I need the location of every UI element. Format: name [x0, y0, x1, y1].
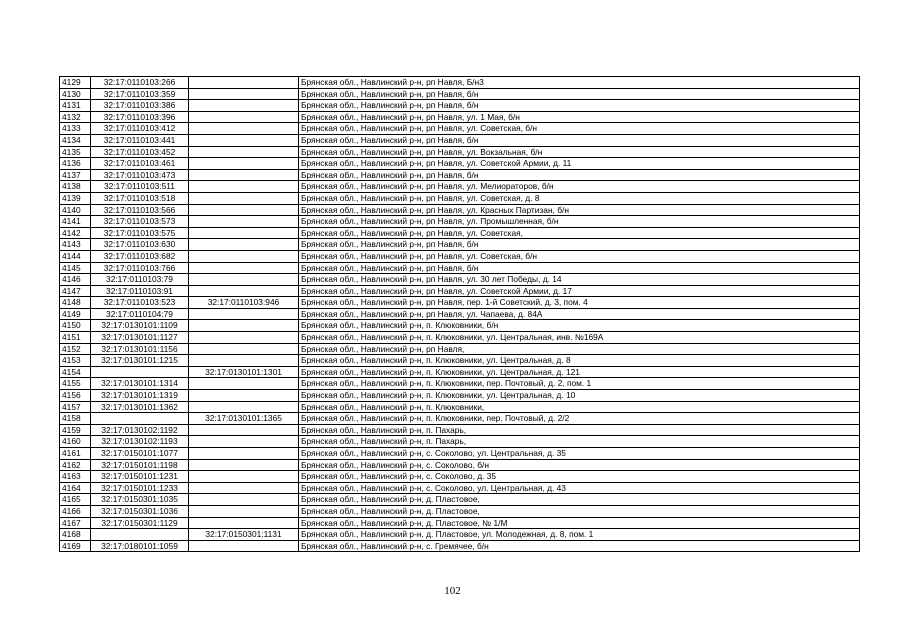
registry-table-body: [60, 77, 860, 552]
table-row: [60, 274, 860, 286]
row-number-cell: 4164: [60, 482, 91, 494]
row-number-cell: 4159: [60, 424, 91, 436]
table-row: [60, 111, 860, 123]
address-cell: Брянская обл., Навлинский р-н, п. Клюковники, пер. Почтовый, д. 2/2: [299, 413, 860, 425]
table-row: [60, 227, 860, 239]
table-row: [60, 355, 860, 367]
previous-cadastral-number-cell: [189, 540, 299, 552]
table-row: [60, 308, 860, 320]
row-number-cell: 4165: [60, 494, 91, 506]
previous-cadastral-number-cell: [189, 134, 299, 146]
row-number-cell: 4145: [60, 262, 91, 274]
address-cell: Брянская обл., Навлинский р-н, рп Навля, б/н: [299, 239, 860, 251]
previous-cadastral-number-cell: [189, 239, 299, 251]
table-row: [60, 88, 860, 100]
row-number-cell: 4153: [60, 355, 91, 367]
table-row: [60, 494, 860, 506]
address-cell: Брянская обл., Навлинский р-н, с. Соколово, б/н: [299, 459, 860, 471]
previous-cadastral-number-cell: [189, 169, 299, 181]
cadastral-number-cell: 32:17:0150301:1035: [91, 494, 189, 506]
table-row: [60, 239, 860, 251]
table-row: [60, 250, 860, 262]
cadastral-number-cell: 32:17:0110103:79: [91, 274, 189, 286]
table-row: [60, 320, 860, 332]
previous-cadastral-number-cell: [189, 123, 299, 135]
row-number-cell: 4156: [60, 390, 91, 402]
previous-cadastral-number-cell: [189, 158, 299, 170]
address-cell: Брянская обл., Навлинский р-н, д. Пластовое,: [299, 494, 860, 506]
cadastral-number-cell: 32:17:0110103:386: [91, 100, 189, 112]
cadastral-number-cell: 32:17:0110103:682: [91, 250, 189, 262]
cadastral-number-cell: 32:17:0150301:1036: [91, 505, 189, 517]
table-row: [60, 482, 860, 494]
cadastral-number-cell: 32:17:0130101:1215: [91, 355, 189, 367]
cadastral-number-cell: 32:17:0150101:1198: [91, 459, 189, 471]
cadastral-number-cell: [91, 529, 189, 541]
address-cell: Брянская обл., Навлинский р-н, рп Навля,: [299, 343, 860, 355]
address-cell: Брянская обл., Навлинский р-н, п. Клюковники, ул. Центральная, д. 8: [299, 355, 860, 367]
cadastral-number-cell: 32:17:0110103:452: [91, 146, 189, 158]
address-cell: Брянская обл., Навлинский р-н, рп Навля, ул. Советская, б/н: [299, 123, 860, 135]
cadastral-number-cell: [91, 413, 189, 425]
previous-cadastral-number-cell: [189, 285, 299, 297]
previous-cadastral-number-cell: [189, 505, 299, 517]
table-row: [60, 378, 860, 390]
row-number-cell: 4142: [60, 227, 91, 239]
address-cell: Брянская обл., Навлинский р-н, п. Клюковники, ул. Центральная, д. 10: [299, 390, 860, 402]
cadastral-number-cell: 32:17:0110103:573: [91, 216, 189, 228]
row-number-cell: 4169: [60, 540, 91, 552]
table-row: [60, 100, 860, 112]
address-cell: Брянская обл., Навлинский р-н, рп Навля, пер. 1-й Советский, д. 3, пом. 4: [299, 297, 860, 309]
previous-cadastral-number-cell: 32:17:0110103:946: [189, 297, 299, 309]
address-cell: Брянская обл., Навлинский р-н, п. Клюковники, ул. Центральная, д. 121: [299, 366, 860, 378]
table-row: [60, 436, 860, 448]
cadastral-number-cell: 32:17:0150101:1077: [91, 448, 189, 460]
table-row: [60, 505, 860, 517]
previous-cadastral-number-cell: [189, 378, 299, 390]
previous-cadastral-number-cell: [189, 262, 299, 274]
address-cell: Брянская обл., Навлинский р-н, рп Навля, ул. 1 Мая, б/н: [299, 111, 860, 123]
row-number-cell: 4132: [60, 111, 91, 123]
row-number-cell: 4168: [60, 529, 91, 541]
table-row: [60, 540, 860, 552]
address-cell: Брянская обл., Навлинский р-н, п. Пахарь,: [299, 436, 860, 448]
cadastral-number-cell: 32:17:0110103:473: [91, 169, 189, 181]
previous-cadastral-number-cell: 32:17:0130101:1365: [189, 413, 299, 425]
address-cell: Брянская обл., Навлинский р-н, рп Навля, ул. Красных Партизан, б/н: [299, 204, 860, 216]
row-number-cell: 4138: [60, 181, 91, 193]
row-number-cell: 4131: [60, 100, 91, 112]
cadastral-number-cell: 32:17:0130101:1319: [91, 390, 189, 402]
cadastral-number-cell: 32:17:0130102:1192: [91, 424, 189, 436]
address-cell: Брянская обл., Навлинский р-н, рп Навля, б/н: [299, 262, 860, 274]
cadastral-number-cell: 32:17:0130101:1127: [91, 332, 189, 344]
address-cell: Брянская обл., Навлинский р-н, п. Пахарь,: [299, 424, 860, 436]
cadastral-number-cell: 32:17:0110103:630: [91, 239, 189, 251]
address-cell: Брянская обл., Навлинский р-н, д. Пластовое, № 1/М: [299, 517, 860, 529]
cadastral-number-cell: 32:17:0150301:1129: [91, 517, 189, 529]
row-number-cell: 4133: [60, 123, 91, 135]
previous-cadastral-number-cell: [189, 216, 299, 228]
row-number-cell: 4130: [60, 88, 91, 100]
address-cell: Брянская обл., Навлинский р-н, п. Клюковники, ул. Центральная, инв. №169А: [299, 332, 860, 344]
previous-cadastral-number-cell: [189, 471, 299, 483]
address-cell: Брянская обл., Навлинский р-н, д. Пластовое,: [299, 505, 860, 517]
previous-cadastral-number-cell: 32:17:0130101:1301: [189, 366, 299, 378]
previous-cadastral-number-cell: [189, 192, 299, 204]
address-cell: Брянская обл., Навлинский р-н, рп Навля, б/н: [299, 88, 860, 100]
previous-cadastral-number-cell: [189, 100, 299, 112]
address-cell: Брянская обл., Навлинский р-н, рп Навля, ул. Советская,: [299, 227, 860, 239]
table-row: [60, 459, 860, 471]
cadastral-number-cell: 32:17:0110103:511: [91, 181, 189, 193]
row-number-cell: 4140: [60, 204, 91, 216]
table-row: [60, 390, 860, 402]
address-cell: Брянская обл., Навлинский р-н, рп Навля, ул. Советской Армии, д. 17: [299, 285, 860, 297]
cadastral-number-cell: 32:17:0110103:766: [91, 262, 189, 274]
table-row: [60, 262, 860, 274]
row-number-cell: 4163: [60, 471, 91, 483]
previous-cadastral-number-cell: [189, 332, 299, 344]
previous-cadastral-number-cell: [189, 320, 299, 332]
previous-cadastral-number-cell: [189, 204, 299, 216]
address-cell: Брянская обл., Навлинский р-н, рп Навля, ул. Вокзальная, б/н: [299, 146, 860, 158]
row-number-cell: 4139: [60, 192, 91, 204]
row-number-cell: 4135: [60, 146, 91, 158]
cadastral-number-cell: [91, 366, 189, 378]
previous-cadastral-number-cell: [189, 459, 299, 471]
table-row: [60, 169, 860, 181]
cadastral-number-cell: 32:17:0110103:359: [91, 88, 189, 100]
cadastral-number-cell: 32:17:0110103:396: [91, 111, 189, 123]
previous-cadastral-number-cell: [189, 355, 299, 367]
table-row: [60, 123, 860, 135]
previous-cadastral-number-cell: [189, 181, 299, 193]
row-number-cell: 4149: [60, 308, 91, 320]
row-number-cell: 4141: [60, 216, 91, 228]
address-cell: Брянская обл., Навлинский р-н, п. Клюковники, б/н: [299, 320, 860, 332]
table-row: [60, 448, 860, 460]
row-number-cell: 4137: [60, 169, 91, 181]
previous-cadastral-number-cell: [189, 517, 299, 529]
address-cell: Брянская обл., Навлинский р-н, рп Навля, б/н: [299, 169, 860, 181]
previous-cadastral-number-cell: [189, 146, 299, 158]
row-number-cell: 4161: [60, 448, 91, 460]
table-row: [60, 366, 860, 378]
table-row: [60, 77, 860, 89]
previous-cadastral-number-cell: [189, 308, 299, 320]
row-number-cell: 4143: [60, 239, 91, 251]
address-cell: Брянская обл., Навлинский р-н, рп Навля, ул. Промышленная, б/н: [299, 216, 860, 228]
row-number-cell: 4146: [60, 274, 91, 286]
row-number-cell: 4136: [60, 158, 91, 170]
table-row: [60, 134, 860, 146]
cadastral-number-cell: 32:17:0150101:1233: [91, 482, 189, 494]
table-row: [60, 343, 860, 355]
previous-cadastral-number-cell: [189, 88, 299, 100]
previous-cadastral-number-cell: [189, 274, 299, 286]
table-row: [60, 297, 860, 309]
table-row: [60, 471, 860, 483]
previous-cadastral-number-cell: [189, 482, 299, 494]
row-number-cell: 4148: [60, 297, 91, 309]
cadastral-number-cell: 32:17:0110103:523: [91, 297, 189, 309]
table-row: [60, 332, 860, 344]
table-row: [60, 204, 860, 216]
row-number-cell: 4134: [60, 134, 91, 146]
row-number-cell: 4147: [60, 285, 91, 297]
table-row: [60, 529, 860, 541]
table-row: [60, 517, 860, 529]
cadastral-number-cell: 32:17:0130101:1109: [91, 320, 189, 332]
address-cell: Брянская обл., Навлинский р-н, рп Навля, ул. Советской Армии, д. 11: [299, 158, 860, 170]
cadastral-number-cell: 32:17:0110103:91: [91, 285, 189, 297]
row-number-cell: 4160: [60, 436, 91, 448]
cadastral-number-cell: 32:17:0110104:79: [91, 308, 189, 320]
previous-cadastral-number-cell: [189, 111, 299, 123]
previous-cadastral-number-cell: [189, 390, 299, 402]
registry-table: [59, 76, 860, 552]
cadastral-number-cell: 32:17:0110103:266: [91, 77, 189, 89]
cadastral-number-cell: 32:17:0110103:575: [91, 227, 189, 239]
row-number-cell: 4158: [60, 413, 91, 425]
address-cell: Брянская обл., Навлинский р-н, рп Навля, ул. Мелиораторов, б/н: [299, 181, 860, 193]
address-cell: Брянская обл., Навлинский р-н, рп Навля, ул. Советская, д. 8: [299, 192, 860, 204]
cadastral-number-cell: 32:17:0110103:518: [91, 192, 189, 204]
address-cell: Брянская обл., Навлинский р-н, рп Навля, Б/н3: [299, 77, 860, 89]
table-row: [60, 158, 860, 170]
cadastral-number-cell: 32:17:0130102:1193: [91, 436, 189, 448]
previous-cadastral-number-cell: [189, 494, 299, 506]
cadastral-number-cell: 32:17:0130101:1362: [91, 401, 189, 413]
table-row: [60, 424, 860, 436]
address-cell: Брянская обл., Навлинский р-н, рп Навля, ул. 30 лет Победы, д. 14: [299, 274, 860, 286]
cadastral-number-cell: 32:17:0150101:1231: [91, 471, 189, 483]
previous-cadastral-number-cell: [189, 424, 299, 436]
row-number-cell: 4162: [60, 459, 91, 471]
previous-cadastral-number-cell: [189, 401, 299, 413]
cadastral-number-cell: 32:17:0180101:1059: [91, 540, 189, 552]
row-number-cell: 4152: [60, 343, 91, 355]
address-cell: Брянская обл., Навлинский р-н, рп Навля, ул. Чапаева, д. 84А: [299, 308, 860, 320]
page-number: 102: [444, 585, 461, 597]
row-number-cell: 4155: [60, 378, 91, 390]
row-number-cell: 4154: [60, 366, 91, 378]
address-cell: Брянская обл., Навлинский р-н, рп Навля, б/н: [299, 100, 860, 112]
address-cell: Брянская обл., Навлинский р-н, п. Клюковники, пер. Почтовый, д. 2, пом. 1: [299, 378, 860, 390]
address-cell: Брянская обл., Навлинский р-н, с. Соколово, ул. Центральная, д. 35: [299, 448, 860, 460]
row-number-cell: 4167: [60, 517, 91, 529]
previous-cadastral-number-cell: [189, 227, 299, 239]
row-number-cell: 4166: [60, 505, 91, 517]
table-row: [60, 413, 860, 425]
row-number-cell: 4144: [60, 250, 91, 262]
address-cell: Брянская обл., Навлинский р-н, п. Клюковники,: [299, 401, 860, 413]
row-number-cell: 4129: [60, 77, 91, 89]
table-row: [60, 401, 860, 413]
previous-cadastral-number-cell: [189, 343, 299, 355]
cadastral-number-cell: 32:17:0110103:461: [91, 158, 189, 170]
table-row: [60, 216, 860, 228]
table-row: [60, 285, 860, 297]
address-cell: Брянская обл., Навлинский р-н, рп Навля, б/н: [299, 134, 860, 146]
cadastral-number-cell: 32:17:0110103:412: [91, 123, 189, 135]
previous-cadastral-number-cell: [189, 77, 299, 89]
address-cell: Брянская обл., Навлинский р-н, с. Соколово, ул. Центральная, д. 43: [299, 482, 860, 494]
row-number-cell: 4157: [60, 401, 91, 413]
address-cell: Брянская обл., Навлинский р-н, рп Навля, ул. Советская, б/н: [299, 250, 860, 262]
table-row: [60, 146, 860, 158]
table-row: [60, 192, 860, 204]
table-row: [60, 181, 860, 193]
previous-cadastral-number-cell: [189, 448, 299, 460]
address-cell: Брянская обл., Навлинский р-н, д. Пластовое, ул. Молодежная, д. 8, пом. 1: [299, 529, 860, 541]
cadastral-number-cell: 32:17:0110103:566: [91, 204, 189, 216]
address-cell: Брянская обл., Навлинский р-н, с. Гремячее, б/н: [299, 540, 860, 552]
cadastral-number-cell: 32:17:0130101:1314: [91, 378, 189, 390]
cadastral-number-cell: 32:17:0130101:1156: [91, 343, 189, 355]
address-cell: Брянская обл., Навлинский р-н, с. Соколово, д. 35: [299, 471, 860, 483]
previous-cadastral-number-cell: [189, 250, 299, 262]
row-number-cell: 4151: [60, 332, 91, 344]
previous-cadastral-number-cell: [189, 436, 299, 448]
previous-cadastral-number-cell: 32:17:0150301:1131: [189, 529, 299, 541]
cadastral-number-cell: 32:17:0110103:441: [91, 134, 189, 146]
row-number-cell: 4150: [60, 320, 91, 332]
